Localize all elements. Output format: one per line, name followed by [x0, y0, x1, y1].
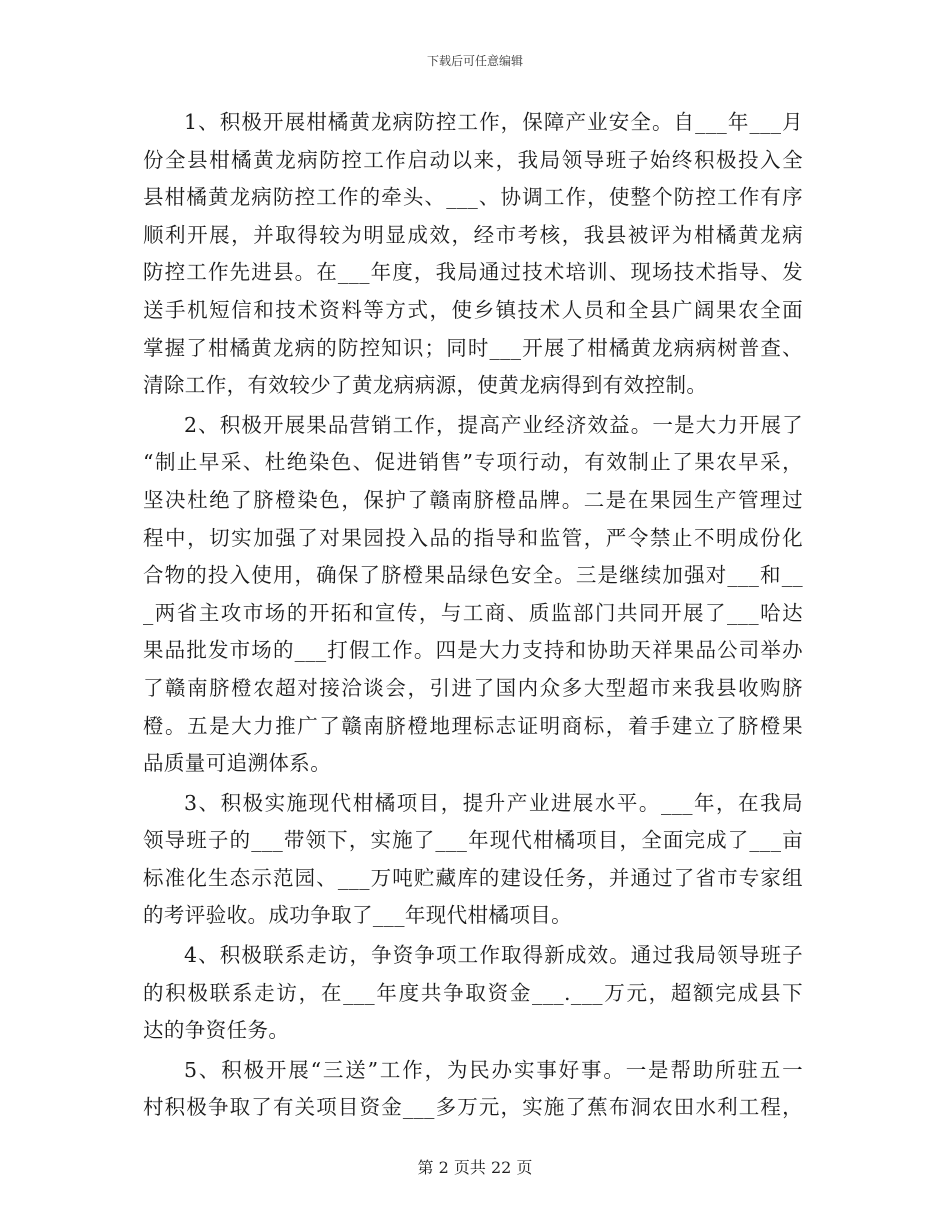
paragraph-5	[143, 1052, 803, 1127]
paragraph-2	[143, 407, 803, 783]
text-line: 村积极争取了有关项目资金___多万元，实施了蕉布洞农田水利工程，	[143, 1095, 803, 1120]
text-line: 合物的投入使用，确保了脐橙果品绿色安全。三是继续加强对___和__	[143, 563, 803, 588]
text-line: 的考评验收。成功争取了___年现代柑橘项目。	[143, 903, 573, 928]
text-line: “制止早采、杜绝染色、促进销售”专项行动，有效制止了果农早采，	[143, 450, 803, 475]
text-line: 橙。五是大力推广了赣南脐橙地理标志证明商标，着手建立了脐橙果	[143, 713, 803, 738]
text-line: 份全县柑橘黄龙病防控工作启动以来，我局领导班子始终积极投入全	[143, 147, 803, 172]
text-line: 县柑橘黄龙病防控工作的牵头、___、协调工作，使整个防控工作有序	[143, 185, 803, 210]
text-line: 2、积极开展果品营销工作，提高产业经济效益。一是大力开展了	[184, 412, 803, 437]
text-line: 领导班子的___带领下，实施了___年现代柑橘项目，全面完成了___亩	[143, 828, 803, 853]
page-header: 下载后可任意编辑	[426, 54, 523, 68]
text-line: 清除工作，有效较少了黄龙病病源，使黄龙病得到有效控制。	[143, 373, 708, 398]
text-line: 掌握了柑橘黄龙病的防控知识；同时___开展了柑橘黄龙病病树普查、	[143, 335, 803, 360]
text-line: 顺利开展，并取得较为明显成效，经市考核，我县被评为柑橘黄龙病	[143, 222, 803, 247]
text-line: 防控工作先进县。在___年度，我局通过技术培训、现场技术指导、发	[143, 260, 803, 285]
text-line: 标准化生态示范园、___万吨贮藏库的建设任务，并通过了省市专家组	[143, 865, 803, 890]
text-line: 4、积极联系走访，争资争项工作取得新成效。通过我局领导班子	[184, 943, 803, 968]
text-line: 的积极联系走访，在___年度共争取资金___.___万元，超额完成县下	[143, 980, 803, 1005]
text-line: 5、积极开展“三送”工作，为民办实事好事。一是帮助所驻五一	[184, 1057, 803, 1082]
text-line: 坚决杜绝了脐橙染色，保护了赣南脐橙品牌。二是在果园生产管理过	[143, 487, 803, 512]
text-line: 送手机短信和技术资料等方式，使乡镇技术人员和全县广阔果农全面	[143, 297, 803, 322]
paragraph-4	[143, 937, 803, 1050]
text-line: 果品批发市场的___打假工作。四是大力支持和协助天祥果品公司举办	[143, 638, 803, 663]
paragraph-3	[143, 785, 803, 935]
text-line: 3、积极实施现代柑橘项目，提升产业进展水平。___年，在我局	[184, 790, 803, 815]
page-footer: 第 2 页共 22 页	[417, 1158, 533, 1177]
text-line: 程中，切实加强了对果园投入品的指导和监管，严令禁止不明成份化	[143, 525, 803, 550]
text-line: 达的争资任务。	[143, 1018, 290, 1043]
paragraph-1	[143, 104, 803, 405]
document-body	[143, 104, 803, 1129]
text-line: _两省主攻市场的开拓和宣传，与工商、质监部门共同开展了___哈达	[143, 600, 803, 625]
text-line: 1、积极开展柑橘黄龙病防控工作，保障产业安全。自___年___月	[184, 110, 803, 134]
text-line: 了赣南脐橙农超对接洽谈会，引进了国内众多大型超市来我县收购脐	[143, 675, 803, 700]
text-line: 品质量可追溯体系。	[143, 751, 332, 776]
